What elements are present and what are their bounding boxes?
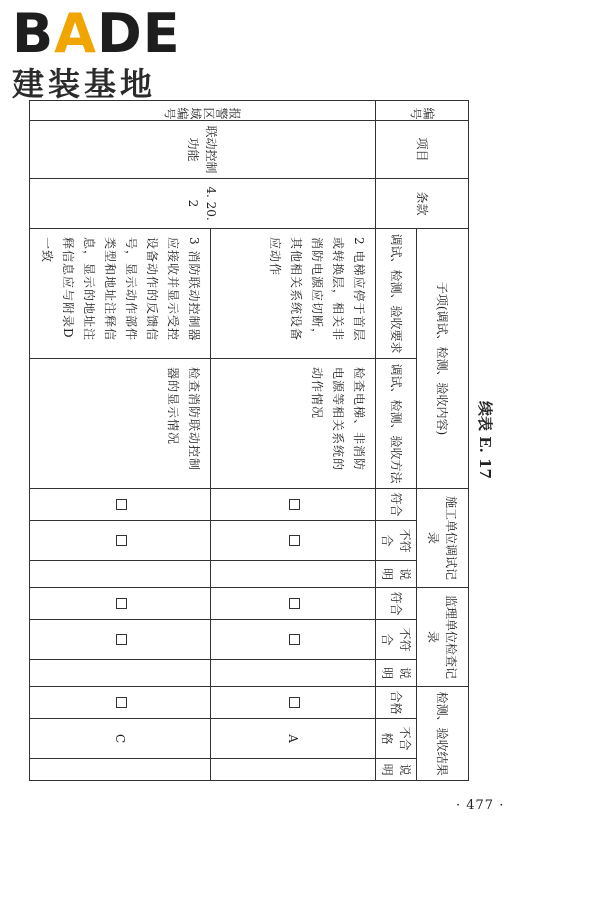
header-number: 编号 — [376, 101, 469, 121]
page-number: · 477 · — [456, 798, 505, 813]
header-method: 调试、检测、验收方法 — [376, 359, 417, 489]
method-cell: 检查消防联动控制器的显示情况 — [30, 359, 211, 489]
header-acceptance-group: 检测、验收结果 — [417, 687, 469, 781]
header-contractor-conform: 符合 — [376, 489, 417, 521]
header-subitem-group: 子项(调试、检测、验收内容) — [417, 229, 469, 489]
requirement-cell: 2 电梯应停于首层或转换层，相关非消防电源应切断，其他相关系统设备应动作 — [211, 229, 376, 359]
supervisor-conform-checkbox[interactable] — [211, 588, 376, 620]
header-supervisor-conform: 符合 — [376, 588, 417, 620]
header-supervisor-group: 监理单位检查记录 — [417, 588, 469, 687]
header-item: 项目 — [376, 121, 469, 179]
contractor-nonconform-checkbox[interactable] — [211, 521, 376, 561]
logo-wordmark: BADE — [12, 2, 181, 65]
number-cell: 报警区域编号 — [30, 101, 376, 121]
supervisor-conform-checkbox[interactable] — [30, 588, 211, 620]
contractor-conform-checkbox[interactable] — [30, 489, 211, 521]
header-acceptance-note: 说明 — [376, 759, 417, 781]
supervisor-nonconform-checkbox[interactable] — [211, 620, 376, 660]
brand-logo — [12, 2, 182, 104]
method-cell: 检查电梯、非消防电源等相关系统的动作情况 — [211, 359, 376, 489]
contractor-note-cell[interactable] — [30, 561, 211, 588]
logo-subtitle: 建装基地 — [12, 65, 157, 103]
result-grade: A — [211, 719, 376, 759]
pass-checkbox[interactable] — [211, 687, 376, 719]
header-clause: 条款 — [376, 179, 469, 229]
supervisor-note-cell[interactable] — [30, 660, 211, 687]
header-contractor-nonconform: 不符合 — [376, 521, 417, 561]
contractor-nonconform-checkbox[interactable] — [30, 521, 211, 561]
header-supervisor-note: 说明 — [376, 660, 417, 687]
contractor-conform-checkbox[interactable] — [211, 489, 376, 521]
header-supervisor-nonconform: 不符合 — [376, 620, 417, 660]
header-fail: 不合格 — [376, 719, 417, 759]
item-cell: 联动控制功能 — [30, 121, 376, 179]
header-contractor-note: 说明 — [376, 561, 417, 588]
rotated-table-page — [40, 100, 495, 780]
pass-checkbox[interactable] — [30, 687, 211, 719]
header-requirement: 调试、检测、验收要求 — [376, 229, 417, 359]
requirement-cell: 3 消防联动控制器应接收并显示受控设备动作的反馈信号，显示动作部件类型和地址注释信息，显示的地址注释信息应与附录D一致 — [30, 229, 211, 359]
table-title: 续表 E. 17 — [476, 401, 494, 479]
acceptance-note-cell[interactable] — [30, 759, 211, 781]
supervisor-nonconform-checkbox[interactable] — [30, 620, 211, 660]
contractor-note-cell[interactable] — [211, 561, 376, 588]
clause-cell: 4. 20. 2 — [30, 179, 376, 229]
result-grade: C — [30, 719, 211, 759]
header-pass: 合格 — [376, 687, 417, 719]
header-contractor-group: 施工单位调试记录 — [417, 489, 469, 588]
acceptance-note-cell[interactable] — [211, 759, 376, 781]
table-row — [211, 101, 376, 781]
supervisor-note-cell[interactable] — [211, 660, 376, 687]
inspection-table — [29, 100, 469, 781]
